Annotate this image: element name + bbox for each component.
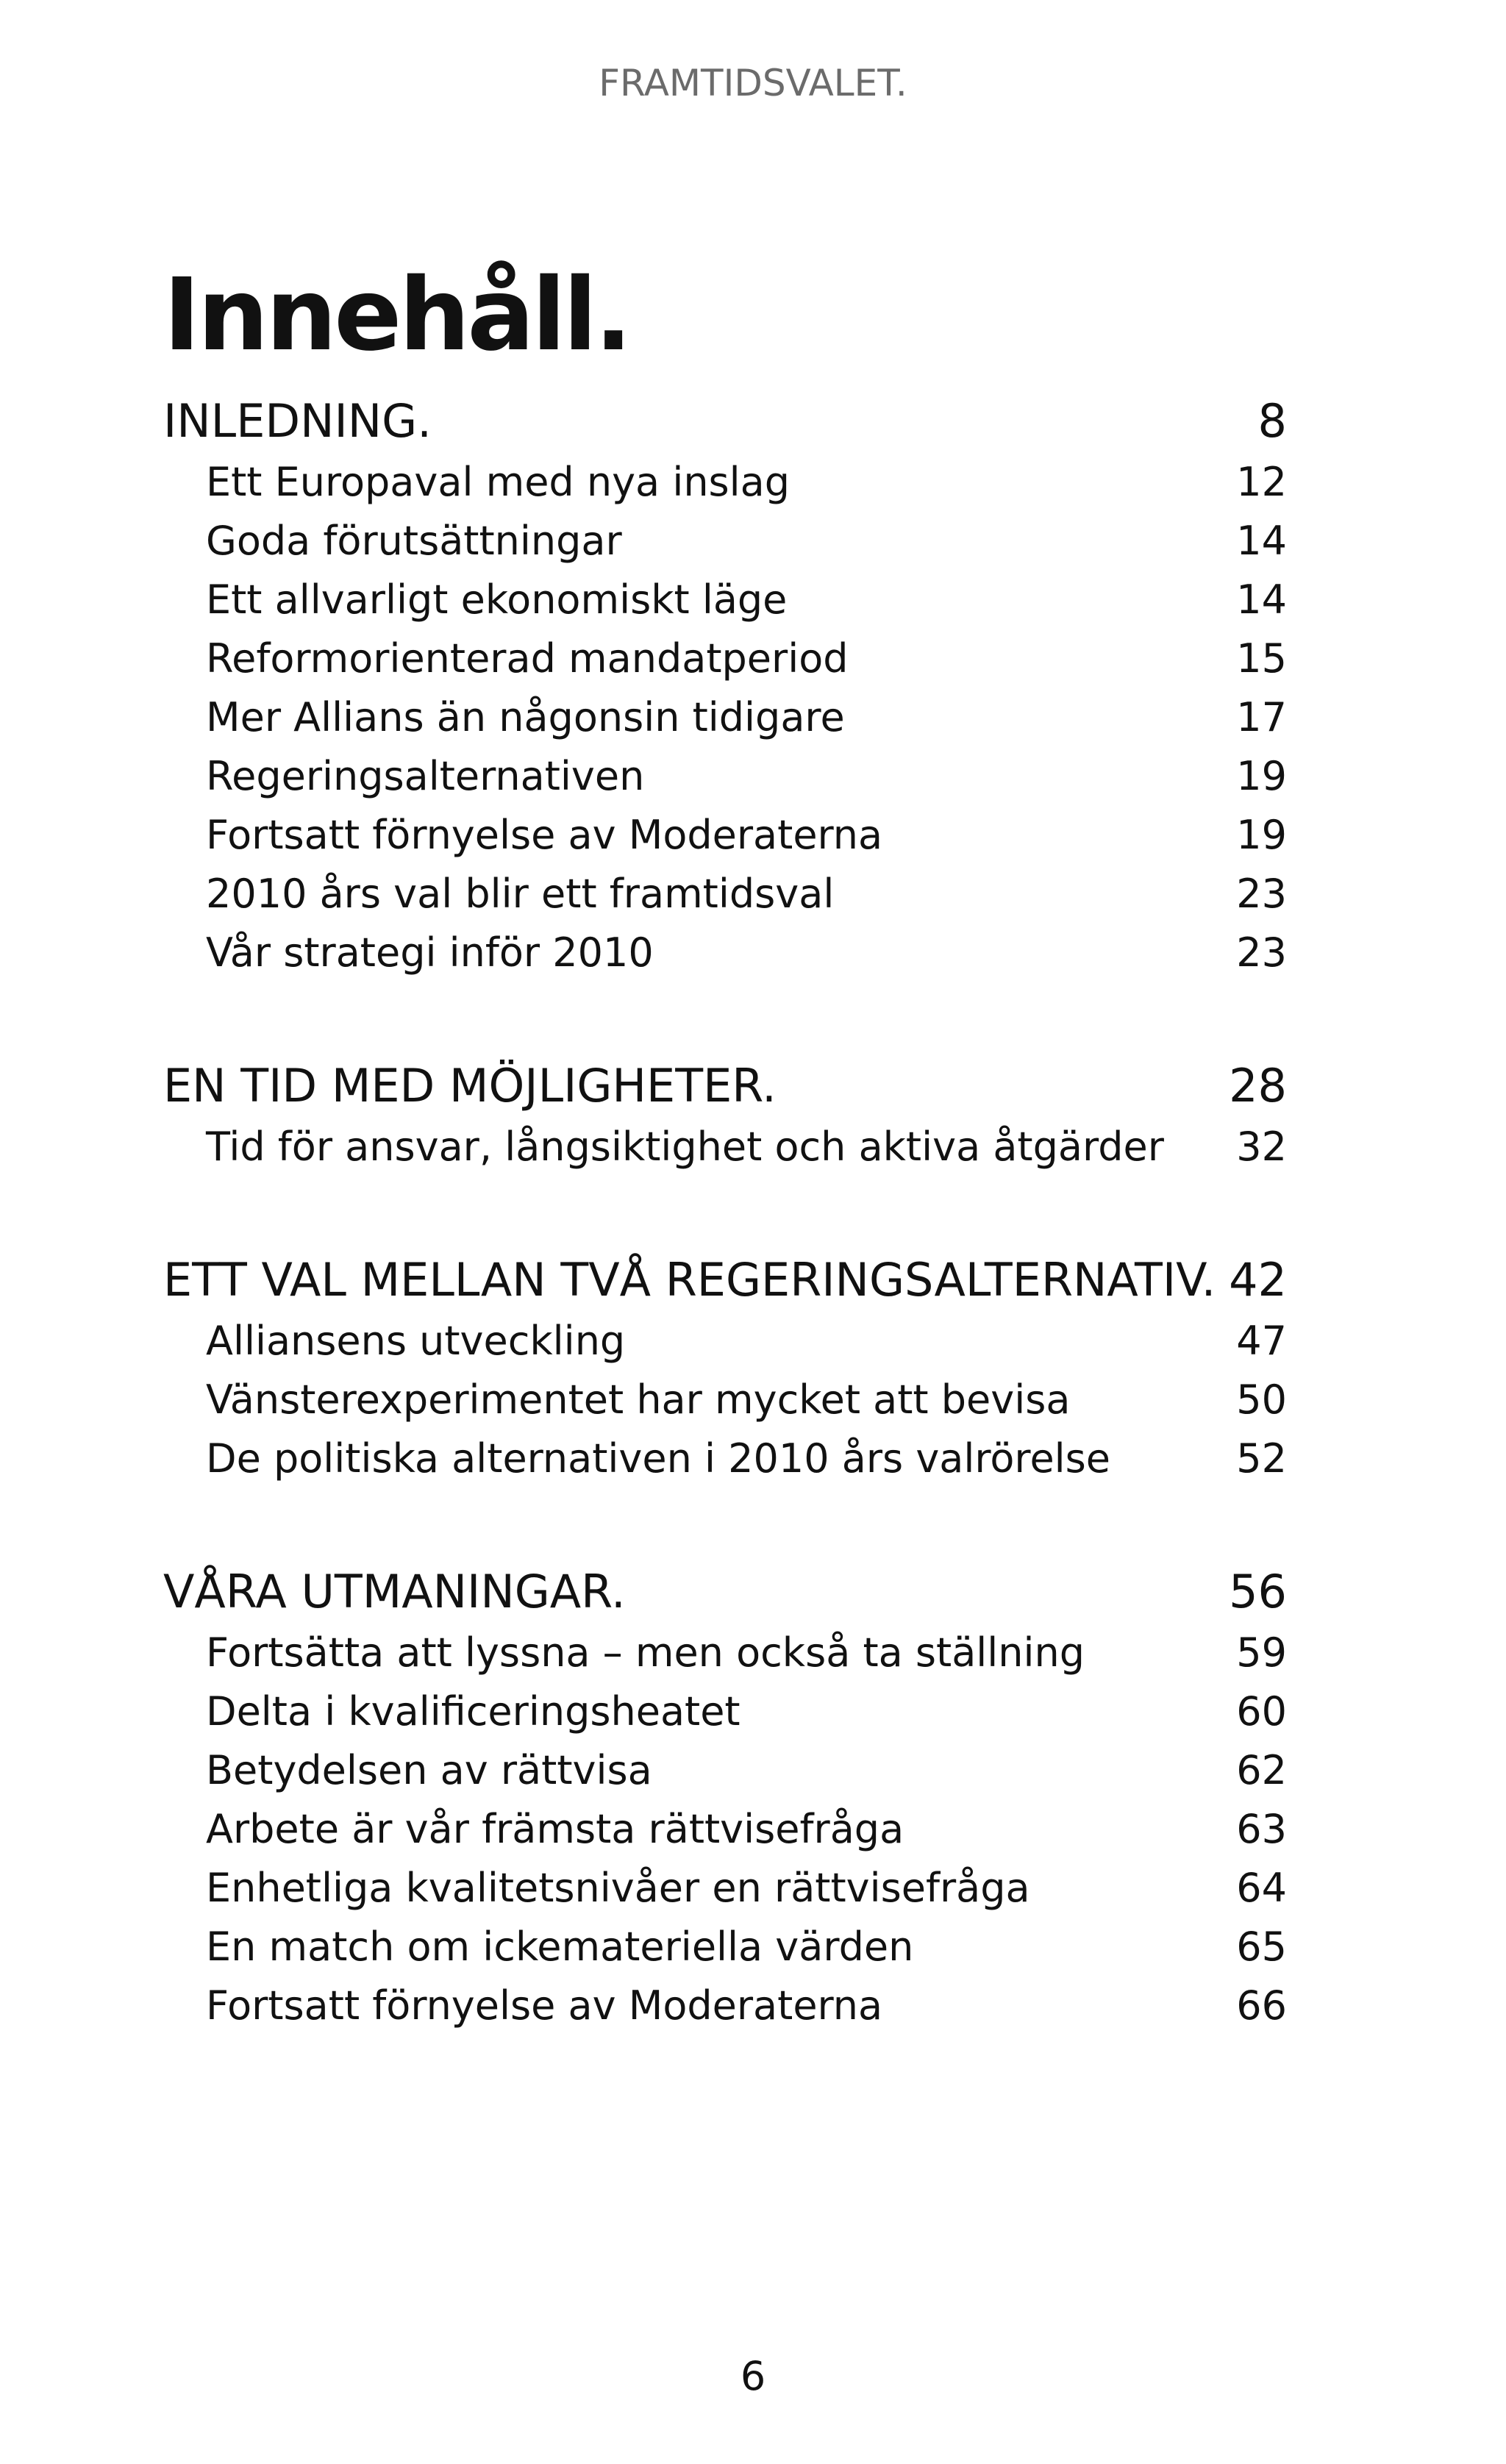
toc-entry-page-number: 59 (1236, 1629, 1287, 1676)
toc-entry-label: Ett allvarligt ekonomiskt läge (206, 576, 788, 623)
toc-entry (163, 1859, 1287, 1918)
toc-entry (163, 571, 1287, 629)
toc-section (163, 390, 1287, 982)
toc-entry-label: Vår strategi inför 2010 (206, 929, 654, 976)
toc-entry-label: Regeringsalternativen (206, 753, 645, 799)
toc-entry (163, 1118, 1287, 1176)
toc-entry-label: 2010 års val blir ett framtidsval (206, 871, 835, 917)
toc-entry-label: Fortsatt förnyelse av Moderaterna (206, 1982, 883, 2029)
toc-entry (163, 688, 1287, 747)
section-page-number: 56 (1229, 1565, 1287, 1618)
toc-section-heading (163, 390, 1287, 453)
toc-entry (163, 1429, 1287, 1488)
toc-entry-label: Alliansens utveckling (206, 1318, 626, 1364)
toc-entry (163, 629, 1287, 688)
section-heading-label: EN TID MED MÖJLIGHETER. (163, 1059, 777, 1113)
toc-entry-label: Goda förutsättningar (206, 518, 622, 564)
toc-section (163, 1249, 1287, 1488)
toc-entry-label: Vänsterexperimentet har mycket att bevisa (206, 1376, 1071, 1423)
toc-section-heading (163, 1249, 1287, 1312)
page-title: Innehåll. (163, 257, 629, 374)
toc-entry-label: Tid för ansvar, långsiktighet och aktiva åtgärder (206, 1124, 1164, 1170)
toc-entry-page-number: 23 (1236, 871, 1287, 917)
toc-entry-page-number: 14 (1236, 576, 1287, 623)
toc-entry-label: Enhetliga kvalitetsnivåer en rättvisefråga (206, 1865, 1030, 1911)
toc-entry-page-number: 64 (1236, 1865, 1287, 1911)
toc-entry-page-number: 23 (1236, 929, 1287, 976)
toc-entry-label: Reformorienterad mandatperiod (206, 635, 849, 682)
running-header: FRAMTIDSVALET. (599, 62, 907, 104)
section-page-number: 28 (1229, 1059, 1287, 1113)
toc-entry-label: Betydelsen av rättvisa (206, 1747, 652, 1793)
section-page-number: 8 (1257, 394, 1287, 448)
toc-entry-label: Delta i kvalificeringsheatet (206, 1688, 740, 1735)
toc-entry-page-number: 63 (1236, 1806, 1287, 1852)
toc-entry (163, 1371, 1287, 1429)
toc-section (163, 1054, 1287, 1176)
toc-entry-page-number: 62 (1236, 1747, 1287, 1793)
toc-entry (163, 1976, 1287, 2035)
toc-entry (163, 806, 1287, 865)
toc-entry-label: De politiska alternativen i 2010 års valrörelse (206, 1435, 1111, 1482)
toc-entry-page-number: 52 (1236, 1435, 1287, 1482)
toc-entry-label: Ett Europaval med nya inslag (206, 459, 791, 505)
toc-entry-page-number: 19 (1236, 812, 1287, 858)
toc-entry-label: Arbete är vår främsta rättvisefråga (206, 1806, 904, 1852)
table-of-contents (163, 390, 1287, 2107)
toc-entry (163, 1312, 1287, 1371)
toc-entry (163, 1682, 1287, 1741)
toc-entry-page-number: 60 (1236, 1688, 1287, 1735)
toc-entry (163, 1918, 1287, 1976)
toc-section (163, 1560, 1287, 2035)
toc-entry-label: Fortsätta att lyssna – men också ta ställning (206, 1629, 1085, 1676)
toc-entry-page-number: 32 (1236, 1124, 1287, 1170)
toc-entry-page-number: 12 (1236, 459, 1287, 505)
toc-entry (163, 453, 1287, 512)
toc-entry-label: Mer Allians än någonsin tidigare (206, 694, 845, 740)
toc-entry-page-number: 66 (1236, 1982, 1287, 2029)
toc-entry (163, 1800, 1287, 1859)
section-heading-label: VÅRA UTMANINGAR. (163, 1565, 626, 1618)
toc-entry (163, 1624, 1287, 1682)
toc-entry-page-number: 50 (1236, 1376, 1287, 1423)
toc-entry (163, 512, 1287, 571)
toc-entry (163, 747, 1287, 806)
toc-section-heading (163, 1054, 1287, 1118)
toc-entry-page-number: 17 (1236, 694, 1287, 740)
toc-entry (163, 924, 1287, 982)
toc-entry-label: Fortsatt förnyelse av Moderaterna (206, 812, 883, 858)
toc-entry (163, 865, 1287, 924)
toc-entry-label: En match om ickemateriella värden (206, 1924, 914, 1970)
toc-entry-page-number: 65 (1236, 1924, 1287, 1970)
section-heading-label: ETT VAL MELLAN TVÅ REGERINGSALTERNATIV. (163, 1253, 1216, 1307)
toc-section-heading (163, 1560, 1287, 1624)
toc-entry-page-number: 19 (1236, 753, 1287, 799)
toc-entry-page-number: 47 (1236, 1318, 1287, 1364)
section-page-number: 42 (1229, 1253, 1287, 1307)
toc-entry-page-number: 15 (1236, 635, 1287, 682)
page-number: 6 (740, 2353, 766, 2399)
toc-entry-page-number: 14 (1236, 518, 1287, 564)
section-heading-label: INLEDNING. (163, 394, 432, 448)
toc-entry (163, 1741, 1287, 1800)
